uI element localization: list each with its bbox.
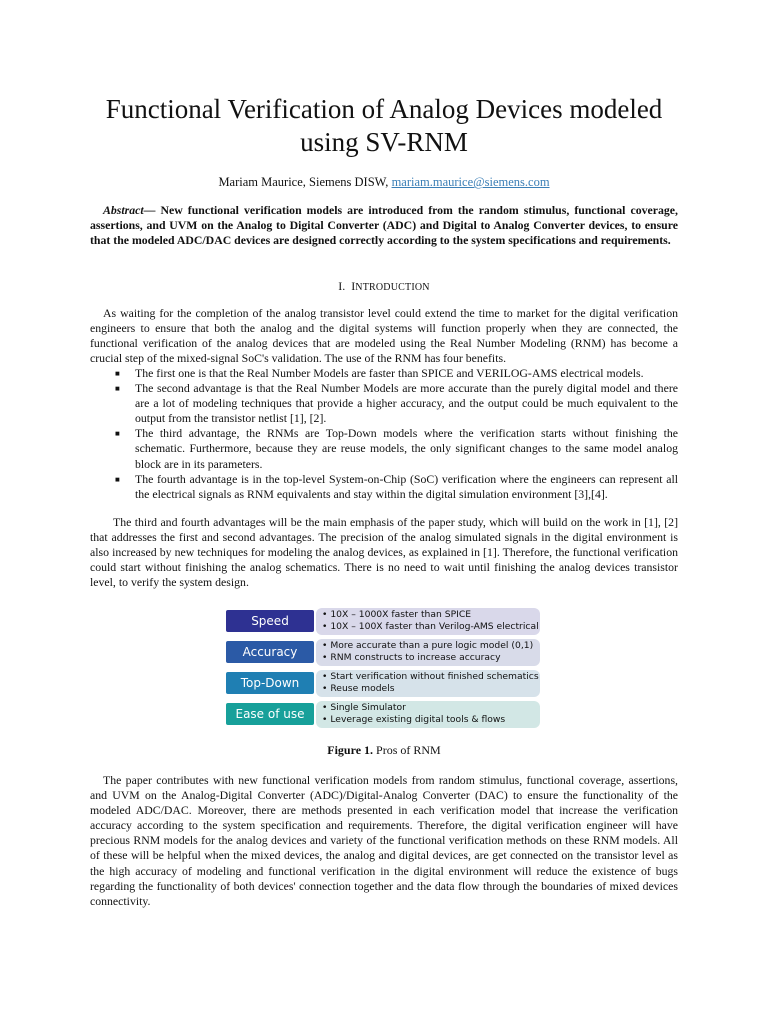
bullet-marker: ■ — [115, 384, 120, 394]
figure-label-top-down: Top-Down — [226, 672, 314, 694]
list-item-text: The third advantage, the RNMs are Top-Down models where the verification starts without finishing the schematic. Furthermore, because they are reuse models, the only significant changes to the same model analog block are in its parameters. — [135, 426, 678, 471]
list-item — [90, 472, 678, 502]
bullet-marker: ■ — [115, 369, 120, 378]
intro-paragraph-3: The paper contributes with new functional verification models from random stimulus, functional coverage, assertions, and UVM on the Analog-Digital Converter (ADC)/Digital-Analog Converter (DAC) to ensure the functionality of the modeled ADC/DAC. Moreover, there are methods presented in each verification model that increase the verification accuracy according to the system specification and requirements. Therefore, the digital verification engineer will have precious RNM models for the analog devices and variety of the functional verification methods on these RNM models. All of these will be helpful when the mixed devices, the analog and digital devices, are get connected on the transistor level as the high accuracy of modeling and functional verification in the digital environment will reduce the existence of bugs regarding the functionality of both devices' connection together and the data flow through the boundaries of mixed devices connectivity. — [90, 773, 678, 908]
figure-desc-speed — [316, 608, 540, 635]
author-email-link[interactable]: mariam.maurice@siemens.com — [391, 175, 550, 189]
figure-caption-text: Pros of RNM — [373, 743, 441, 757]
section-title-rest: NTRODUCTION — [355, 282, 430, 293]
author-names: Mariam Maurice, Siemens DISW, — [218, 175, 392, 189]
bullet-marker: ■ — [115, 429, 120, 439]
list-item-text: The first one is that the Real Number Models are faster than SPICE and VERILOG-AMS electrical models. — [135, 366, 644, 380]
abstract — [90, 203, 678, 248]
author-line — [90, 174, 678, 190]
abstract-label: Abstract — [103, 203, 144, 217]
benefits-list — [90, 366, 678, 502]
figure-item: • Reuse models — [322, 683, 395, 695]
list-item-text: The second advantage is that the Real Number Models are more accurate than the purely digital model and there are a lot of modeling techniques that provide a higher accuracy, and the output could be much equivalent to the output from the transistor netlist [1], [2]. — [135, 381, 678, 426]
figure-item: • RNM constructs to increase accuracy — [322, 652, 501, 664]
figure-desc-ease-of-use — [316, 701, 540, 728]
intro-paragraph-2: The third and fourth advantages will be the main emphasis of the paper study, which will build on the work in [1], [2] that addresses the first and second advantages. The precision of the analog simulated signals in the digital environment is also increased by new techniques for modeling the analog devices, as explained in [1]. Therefore, the functional verification could start without finishing the analog schematics. There is no need to wait until finishing the analog devices transistor level, to verify the system design. — [90, 515, 678, 590]
list-item-text: The fourth advantage is in the top-level System-on-Chip (SoC) verification where the engineers can represent all the electrical signals as RNM equivalents and stay within the digital simulation environment [3],[4]. — [135, 471, 678, 501]
figure-desc-top-down — [316, 670, 540, 697]
rnm-pros-figure — [226, 605, 542, 727]
figure-caption-label: Figure 1. — [327, 743, 374, 757]
figure-item: • 10X – 1000X faster than SPICE — [322, 609, 472, 620]
section-title-first: I — [351, 279, 356, 293]
section-number: I. — [338, 279, 346, 293]
figure-row-ease-of-use — [226, 703, 542, 728]
figure-label-accuracy: Accuracy — [226, 641, 314, 663]
figure-label-ease-of-use: Ease of use — [226, 703, 314, 725]
figure-desc-accuracy — [316, 639, 540, 666]
figure-item: • Leverage existing digital tools & flows — [322, 714, 506, 726]
list-item — [90, 381, 678, 426]
paper-title: Functional Verification of Analog Devices modeled using SV-RNM — [105, 94, 663, 157]
figure-item: • Single Simulator — [322, 702, 406, 713]
abstract-text: — New functional verification models are introduced from the random stimulus, functional coverage, assertions, and UVM on the Analog to Digital Converter (ADC) and Digital to Analog Converter devices, to ensure that the modeled ADC/DAC devices are designed correctly according to the system specifications and requirements. — [90, 203, 678, 248]
section-heading — [90, 278, 678, 296]
bullet-marker: ■ — [115, 474, 120, 484]
figure-row-top-down — [226, 672, 542, 697]
figure-row-speed — [226, 610, 542, 635]
intro-paragraph-1: As waiting for the completion of the analog transistor level could extend the time to market for the digital verification engineers to ensure that both the analog and the digital systems will function properly when they are connected, the functional verification of the analog devices that are modeled using the Real Number Modeling (RNM) has become a crucial step of the mixed-signal SoC's validation. The use of the RNM has four benefits. — [90, 306, 678, 366]
figure-label-speed: Speed — [226, 610, 314, 632]
figure-caption — [90, 742, 678, 758]
list-item — [90, 366, 678, 381]
figure-item: • 10X – 100X faster than Verilog-AMS electrical — [322, 621, 539, 633]
figure-item: • More accurate than a pure logic model (0,1) — [322, 640, 534, 651]
list-item — [90, 426, 678, 471]
figure-row-accuracy — [226, 641, 542, 666]
figure-item: • Start verification without finished schematics — [322, 671, 539, 682]
